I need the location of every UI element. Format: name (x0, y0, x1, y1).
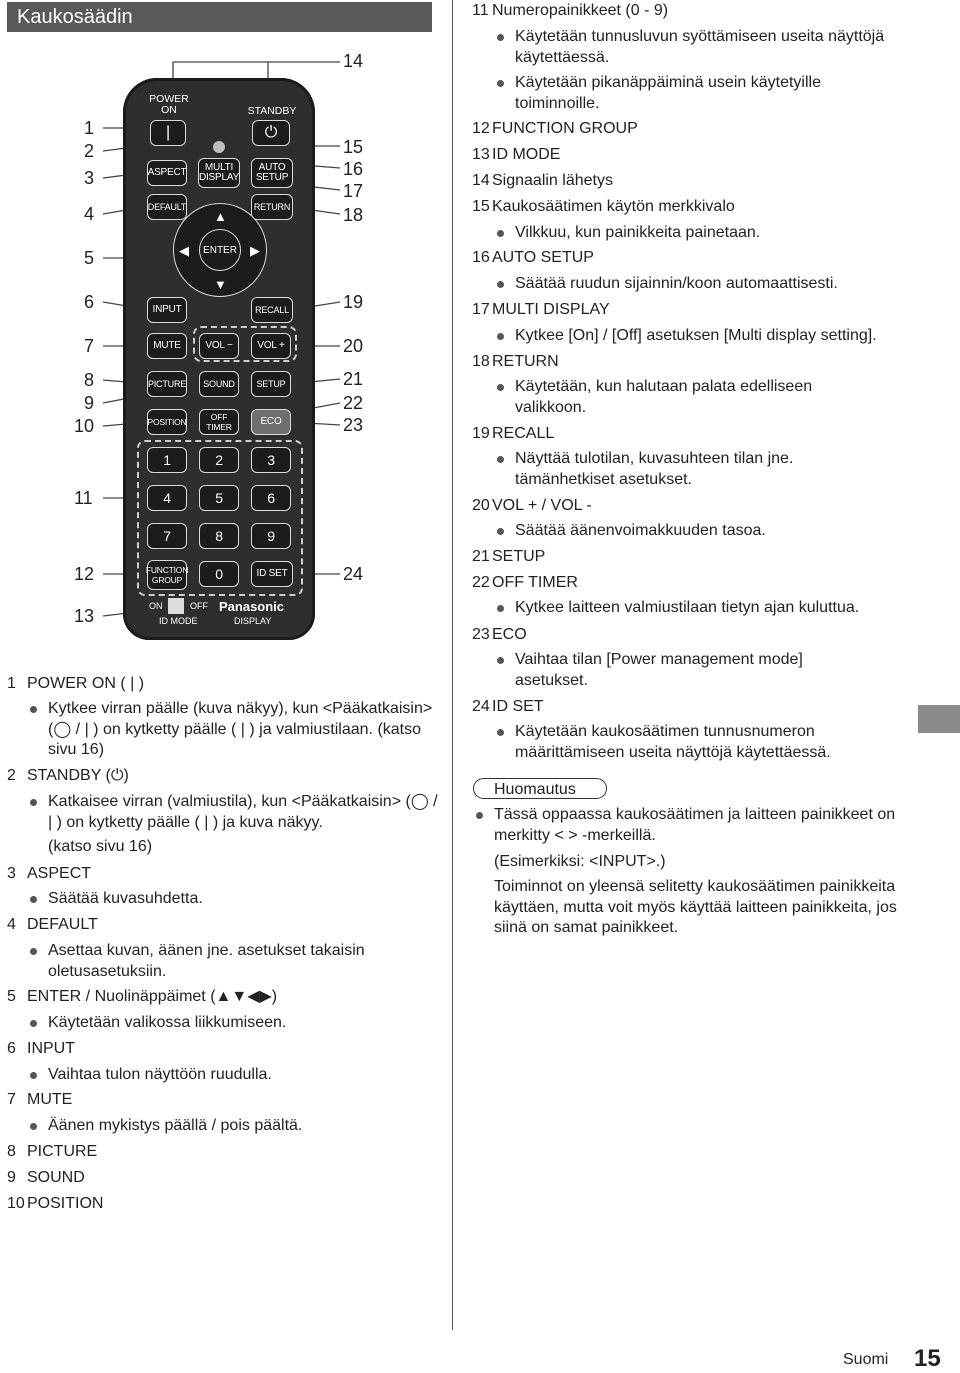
callout-5: 5 (84, 248, 95, 268)
standby-button[interactable]: ⏻ (252, 120, 290, 146)
mute-button[interactable]: MUTE (147, 333, 187, 359)
power-on-label: POWER ON (149, 93, 189, 116)
footer-language: Suomi (843, 1351, 889, 1368)
callout-10: 10 (74, 416, 95, 436)
callout-1: 1 (84, 118, 95, 138)
vol-plus-button[interactable]: VOL + (251, 333, 291, 359)
chapter-tab (918, 705, 960, 733)
callout-6: 6 (84, 292, 95, 312)
callout-14: 14 (343, 51, 364, 71)
page-reference: (katso sivu 16) (48, 838, 153, 855)
callout-9: 9 (84, 393, 95, 413)
digit-1-button[interactable]: 1 (147, 447, 187, 473)
callout-7: 7 (84, 336, 95, 356)
callout-18: 18 (343, 205, 364, 225)
default-button[interactable]: DEFAULT (147, 194, 187, 220)
arrow-down-icon[interactable]: ▼ (214, 277, 227, 292)
callout-16: 16 (343, 159, 364, 179)
callout-19: 19 (343, 292, 364, 312)
callout-17: 17 (343, 181, 364, 201)
off-timer-button[interactable]: OFF TIMER (199, 409, 239, 435)
note-paragraph: Toiminnot on yleensä selitetty kaukosäätimen painikkeita käyttäen, mutta voit myös käyttää laitteen painikkeita, jos siinä on samat painikkeet. (494, 878, 897, 936)
arrow-left-icon[interactable]: ◀ (179, 243, 189, 258)
digit-0-button[interactable]: 0 (199, 561, 239, 587)
indicator-light (213, 141, 225, 153)
enter-button[interactable]: ENTER (199, 229, 241, 271)
picture-button[interactable]: PICTURE (147, 371, 187, 397)
panasonic-logo: Panasonic (219, 599, 285, 614)
remote-control-illustration (123, 78, 315, 640)
callout-11: 11 (74, 488, 93, 508)
auto-setup-button[interactable]: AUTO SETUP (251, 158, 293, 188)
aspect-button[interactable]: ASPECT (147, 160, 187, 186)
digit-4-button[interactable]: 4 (147, 485, 187, 511)
callout-20: 20 (343, 336, 364, 356)
function-group-button[interactable]: FUNCTION GROUP (147, 560, 187, 590)
item-title: POWER ON ( | ) (27, 675, 145, 692)
callout-4: 4 (84, 204, 95, 224)
on-label: ON (149, 601, 163, 611)
digit-3-button[interactable]: 3 (251, 447, 291, 473)
section-title: Kaukosäädin (7, 2, 432, 32)
id-mode-label: ID MODE (159, 616, 198, 626)
digit-6-button[interactable]: 6 (251, 485, 291, 511)
power-on-button[interactable]: | (150, 120, 186, 146)
arrow-up-icon[interactable]: ▲ (214, 209, 227, 224)
multi-display-button[interactable]: MULTI DISPLAY (198, 158, 240, 188)
digit-8-button[interactable]: 8 (199, 523, 239, 549)
page-number: 15 (914, 1345, 941, 1372)
callout-12: 12 (74, 564, 95, 584)
callout-2: 2 (84, 141, 95, 161)
callout-3: 3 (84, 168, 95, 188)
off-label: OFF (190, 601, 208, 611)
input-button[interactable]: INPUT (147, 297, 187, 323)
sound-button[interactable]: SOUND (199, 371, 239, 397)
callout-13: 13 (74, 606, 95, 626)
item-number: 1 (7, 675, 16, 692)
digit-7-button[interactable]: 7 (147, 523, 187, 549)
callout-22: 22 (343, 393, 364, 413)
id-mode-switch[interactable] (168, 598, 184, 614)
recall-button[interactable]: RECALL (251, 297, 293, 323)
setup-button[interactable]: SETUP (251, 371, 291, 397)
digit-5-button[interactable]: 5 (199, 485, 239, 511)
callout-23: 23 (343, 415, 364, 435)
note-label: Huomautus (473, 778, 607, 799)
callout-24: 24 (343, 564, 364, 584)
vol-minus-button[interactable]: VOL − (199, 333, 239, 359)
position-button[interactable]: POSITION (147, 409, 187, 435)
standby-label: STANDBY (247, 105, 297, 117)
display-label: DISPLAY (234, 616, 272, 626)
callout-21: 21 (343, 369, 364, 389)
callout-8: 8 (84, 370, 95, 390)
arrow-right-icon[interactable]: ▶ (250, 243, 260, 258)
callout-15: 15 (343, 137, 364, 157)
note-example: (Esimerkiksi: <INPUT>.) (494, 853, 666, 870)
digit-9-button[interactable]: 9 (251, 523, 291, 549)
return-button[interactable]: RETURN (251, 194, 293, 220)
digit-2-button[interactable]: 2 (199, 447, 239, 473)
id-set-button[interactable]: ID SET (251, 561, 293, 587)
eco-button[interactable]: ECO (251, 409, 291, 435)
